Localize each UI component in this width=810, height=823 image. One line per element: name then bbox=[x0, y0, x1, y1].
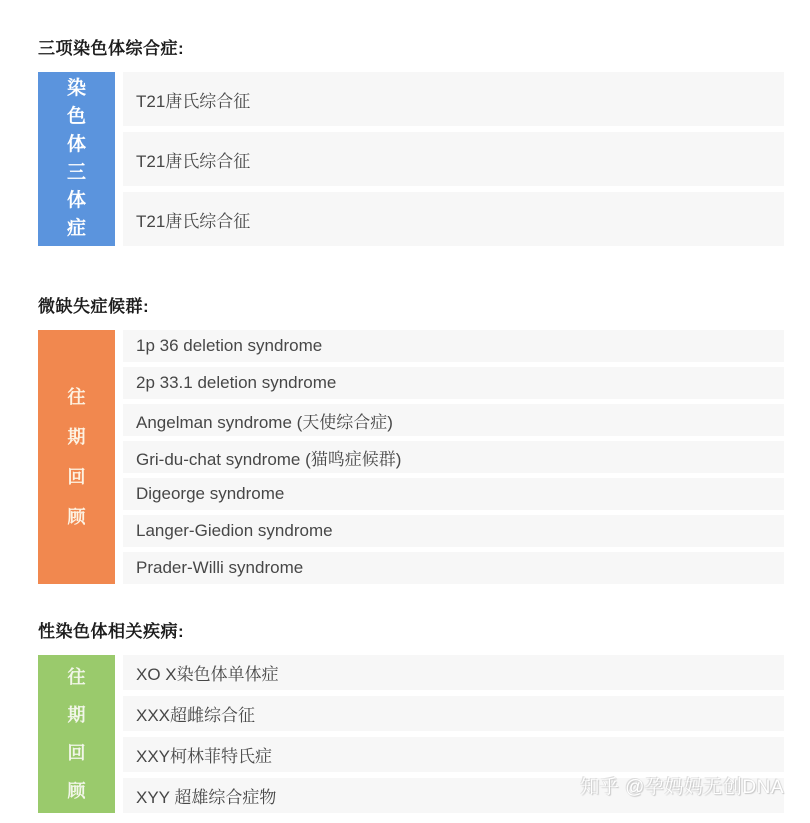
syndrome-row: T21唐氏综合征 bbox=[123, 132, 784, 186]
syndrome-row: T21唐氏综合征 bbox=[123, 72, 784, 126]
microdeletion-rows bbox=[123, 330, 784, 584]
syndrome-row: XXX超雌综合征 bbox=[123, 696, 784, 731]
trisomy-sidebar-label-bar bbox=[38, 72, 115, 246]
trisomy-band bbox=[38, 72, 784, 246]
vertical-label: 往期回顾 bbox=[67, 387, 86, 527]
section-microdeletion bbox=[38, 292, 784, 584]
syndrome-row: XYY 超雄综合症物 bbox=[123, 778, 784, 813]
syndrome-row: 2p 33.1 deletion syndrome bbox=[123, 367, 784, 399]
syndrome-row: Angelman syndrome (天使综合症) bbox=[123, 404, 784, 436]
syndrome-row: XO X染色体单体症 bbox=[123, 655, 784, 690]
section-heading-trisomy: 三项染色体综合症: bbox=[38, 39, 185, 58]
syndrome-row: Langer-Giedion syndrome bbox=[123, 515, 784, 547]
syndrome-row: T21唐氏综合征 bbox=[123, 192, 784, 246]
syndrome-row: XXY柯林菲特氏症 bbox=[123, 737, 784, 772]
microdeletion-sidebar-label-bar bbox=[38, 330, 115, 584]
syndrome-row: Digeorge syndrome bbox=[123, 478, 784, 510]
syndrome-row: Gri-du-chat syndrome (猫鸣症候群) bbox=[123, 441, 784, 473]
syndrome-row: 1p 36 deletion syndrome bbox=[123, 330, 784, 362]
zhihu-watermark: 知乎 @孕妈妈无创DNA bbox=[580, 777, 784, 798]
vertical-label: 染色体三体症 bbox=[66, 78, 86, 239]
sex-chromosome-sidebar-label-bar bbox=[38, 655, 115, 813]
section-heading-microdeletion: 微缺失症候群: bbox=[38, 297, 150, 316]
vertical-label: 往期回顾 bbox=[67, 667, 86, 801]
trisomy-rows bbox=[123, 72, 784, 246]
section-heading-sex-chromosome: 性染色体相关疾病: bbox=[38, 622, 185, 641]
syndrome-row: Prader-Willi syndrome bbox=[123, 552, 784, 584]
microdeletion-band bbox=[38, 330, 784, 584]
section-trisomy bbox=[38, 34, 784, 246]
